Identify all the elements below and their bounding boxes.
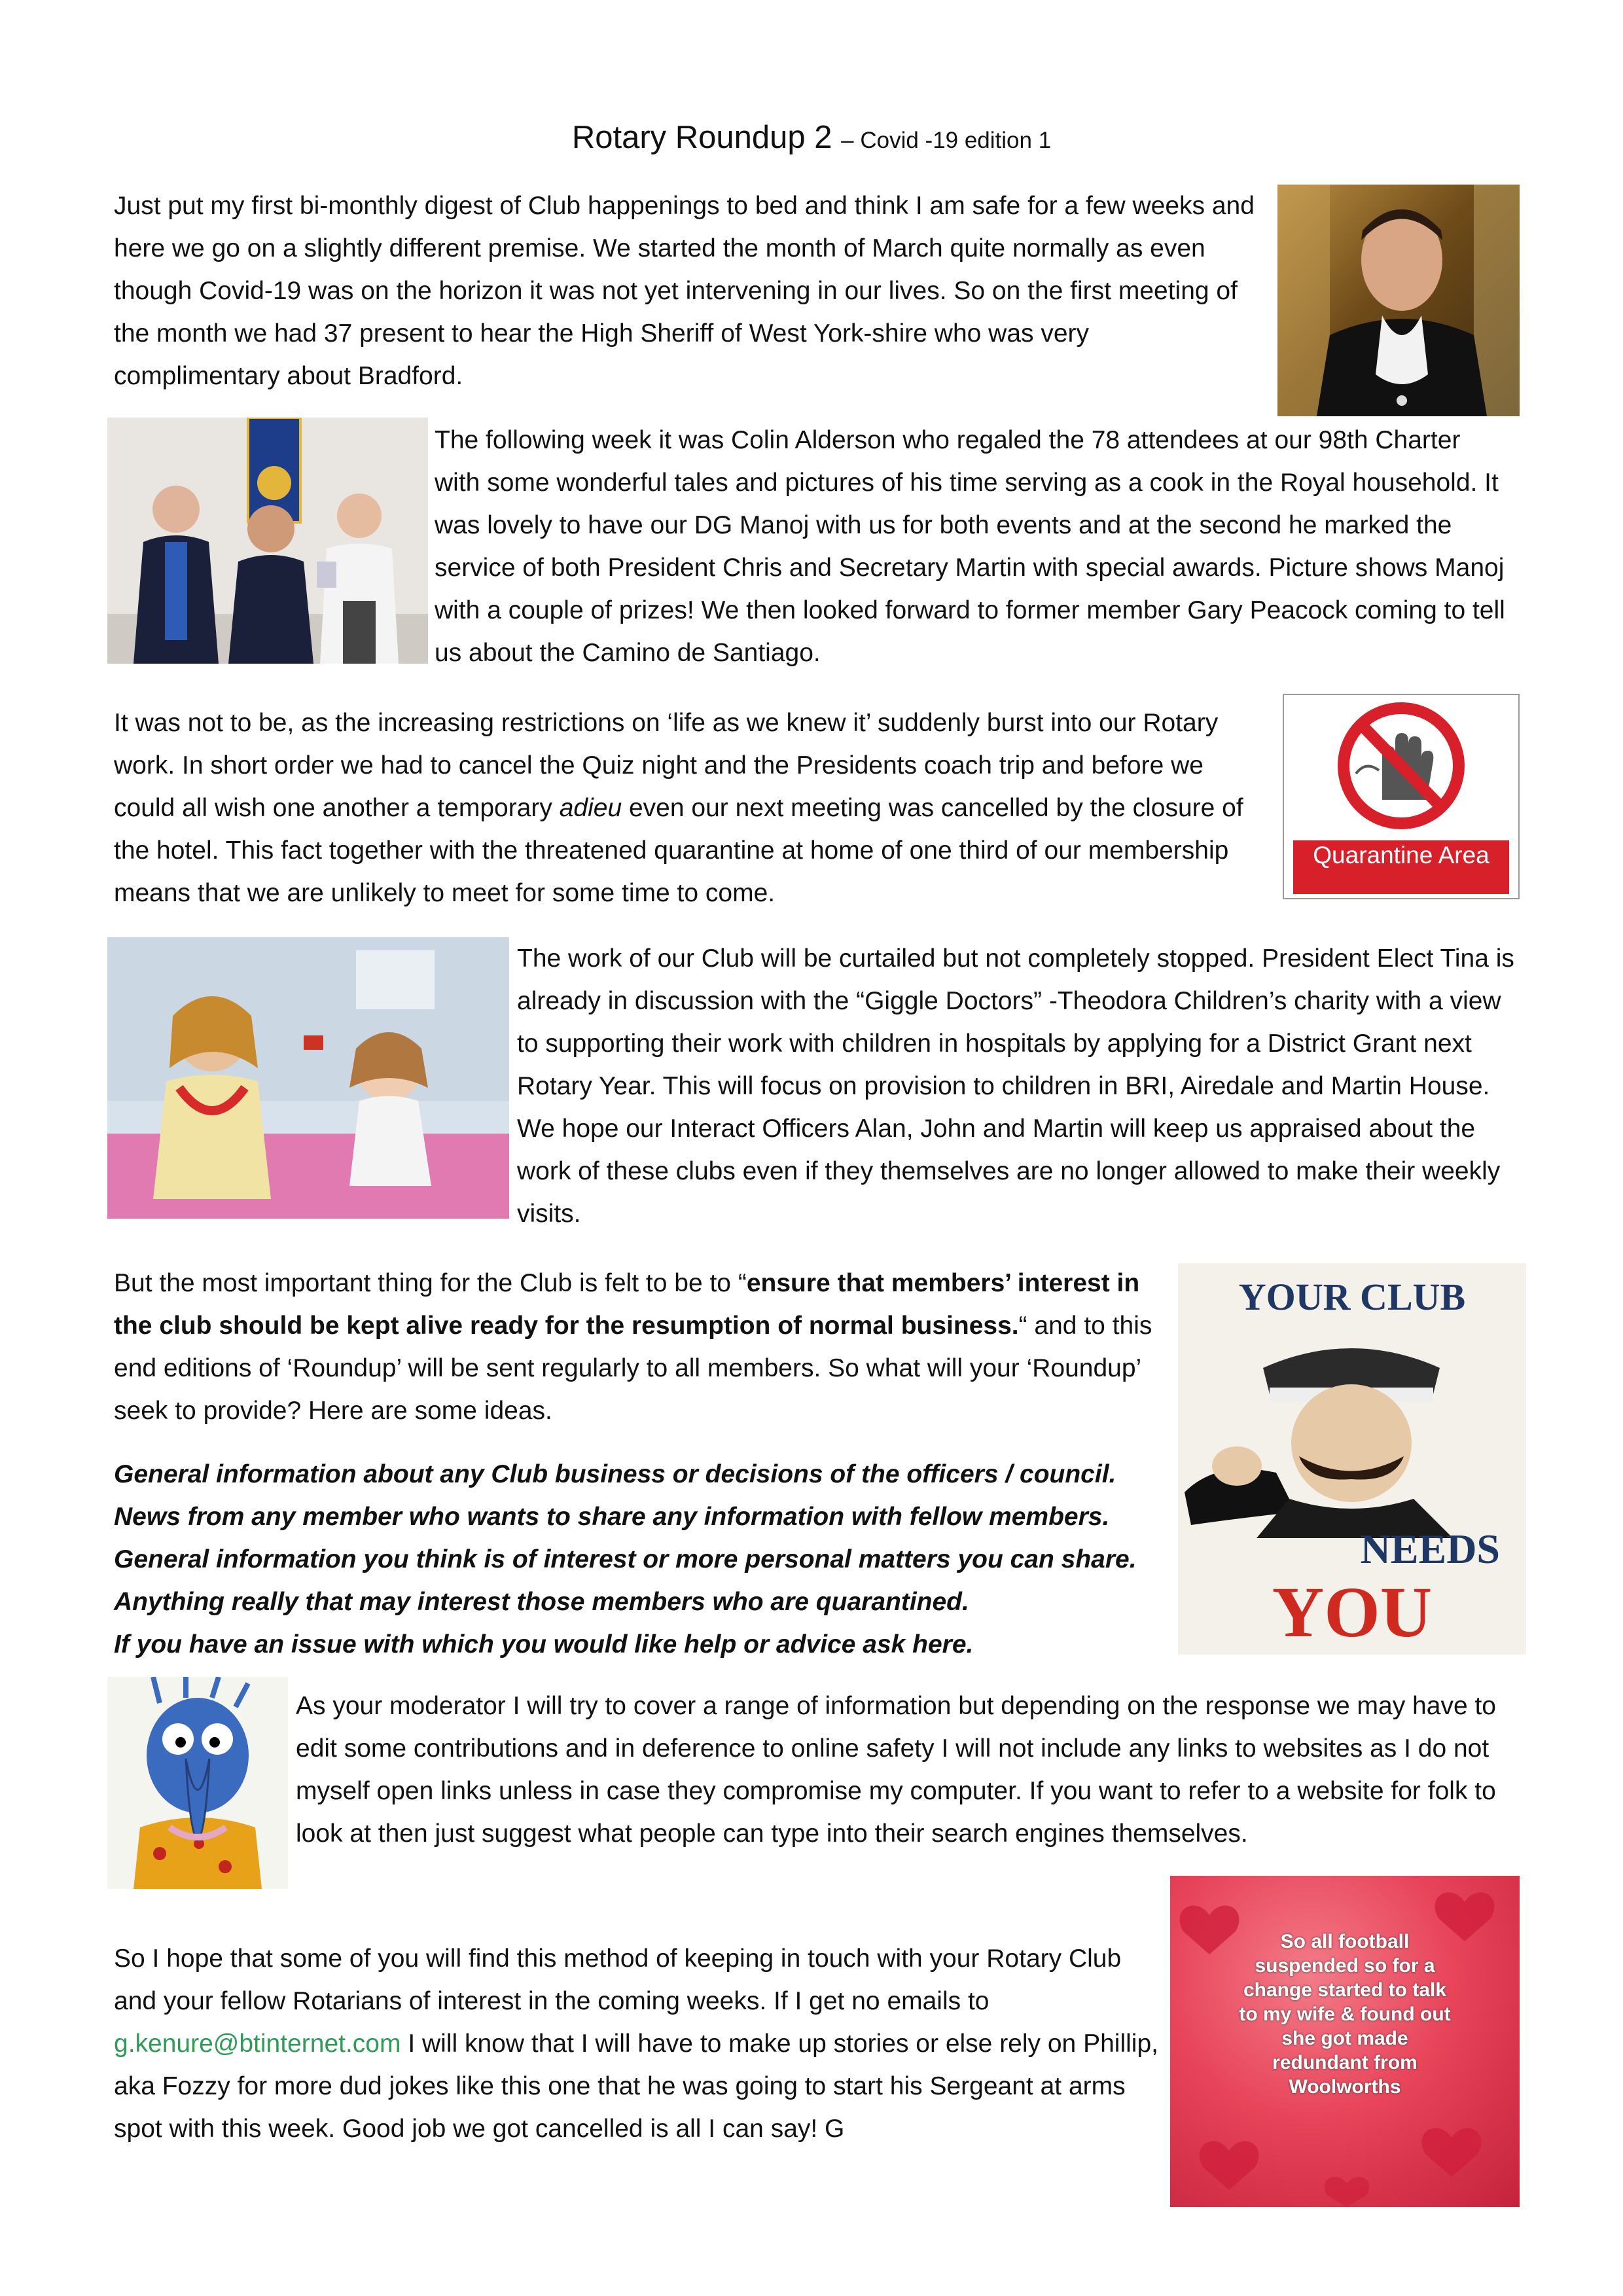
idea-item: If you have an issue with which you would like help or advice ask here. (114, 1630, 974, 1659)
title-sub: – Covid -19 edition 1 (841, 128, 1052, 153)
p5-text-a: But the most important thing for the Club is felt to be to “ (114, 1269, 747, 1297)
title-main: Rotary Roundup 2 (571, 120, 832, 155)
p5-text-b: “ and to this end editions of ‘Roundup’ will be sent regularly to all members. So what will your ‘Roundup’ seek to provide? Here are some ideas. (114, 1312, 1152, 1425)
ideas-list (114, 1453, 1200, 1666)
high-sheriff-photo (1277, 185, 1520, 416)
joke-line: suspended so for a (1255, 1955, 1435, 1977)
page-title (0, 119, 1623, 156)
poster-top-text: YOUR CLUB (1238, 1276, 1466, 1318)
joke-line: to my wife & found out (1239, 2003, 1451, 2025)
your-club-needs-you-poster (1178, 1263, 1526, 1655)
paragraph-giggle-doctors: The work of our Club will be curtailed but not completely stopped. President Elect Tina is already in discussion with the “Giggle Doctors” -Theodora Children’s charity with a view to supporting their work with children in hospitals by applying for a District Grant next Rotary Year. This will focus on provision to children in BRI, Airedale and Martin House. We hope our Interact Officers Alan, John and Martin will keep us appraised about the work of these clubs even if they themselves are no longer allowed to make their weekly visits. (517, 944, 1514, 1228)
p7-text-b: I will know that I will have to make up stories or else rely on Phillip, aka Fozzy for more dud jokes like this one that he was going to start his Sergeant at arms spot with this week. Good job we got cancelled is all I can say! G (114, 2030, 1158, 2143)
giggle-doctors-photo (107, 937, 509, 1219)
poster-mid-text: NEEDS (1360, 1526, 1500, 1572)
p3-text-b: even our next meeting was cancelled by the closure of the hotel. This fact together with the threatened quarantine at home of one third of our membership means that we are unlikely to meet for some time to come. (114, 794, 1243, 907)
p3-text-a: It was not to be, as the increasing restrictions on ‘life as we knew it’ suddenly burst into our Rotary work. In short order we had to cancel the Quiz night and the Presidents coach trip and before we could all wish one another a temporary (114, 709, 1219, 822)
paragraph-closing (114, 1937, 1161, 2150)
quarantine-area-label: Quarantine Area (1293, 840, 1509, 894)
email-link[interactable]: g.kenure@btinternet.com (114, 2030, 401, 2058)
p5-bold: ensure that members’ interest in the club should be kept alive ready for the resumption of normal business. (114, 1269, 1140, 1340)
paragraph-high-sheriff: Just put my first bi-monthly digest of Club happenings to bed and think I am safe for a few weeks and here we go on a slightly different premise. We started the month of March quite normally as even though Covid-19 was on the horizon it was not yet intervening in our lives. So on the first meeting of the month we had 37 present to hear the High Sheriff of West York-shire who was very complimentary about Bradford. (114, 192, 1255, 390)
paragraph-charter: The following week it was Colin Alderson who regaled the 78 attendees at our 98th Charter with some wonderful tales and pictures of his time serving as a cook in the Royal household. It was lovely to have our DG Manoj with us for both events and at the second he marked the service of both President Chris and Secretary Martin with special awards. Picture shows Manoj with a couple of prizes! We then looked forward to former member Gary Peacock coming to tell us about the Camino de Santiago. (435, 426, 1505, 667)
p7-text-a: So I hope that some of you will find this method of keeping in touch with your Rotary Club and your fellow Rotarians of interest in the coming weeks. If I get no emails to (114, 1945, 1122, 2015)
gonzo-muppet-photo (107, 1677, 288, 1889)
poster-bottom-text: YOU (1272, 1572, 1433, 1652)
idea-item: News from any member who wants to share any information with fellow members. (114, 1503, 1110, 1531)
quarantine-sign (1283, 694, 1520, 899)
idea-item: General information about any Club business or decisions of the officers / council. (114, 1460, 1116, 1488)
joke-line: redundant from (1272, 2052, 1418, 2073)
paragraph-restrictions (114, 702, 1266, 914)
paragraph-important (114, 1262, 1174, 1432)
p3-italic: adieu (559, 794, 622, 822)
awards-photo (107, 418, 428, 664)
joke-line: Woolworths (1289, 2076, 1401, 2098)
joke-line: she got made (1281, 2028, 1408, 2049)
football-joke-image (1170, 1876, 1520, 2207)
paragraph-moderator: As your moderator I will try to cover a range of information but depending on the response we may have to edit some contributions and in deference to online safety I will not include any links to websites as I do not myself open links unless in case they compromise my computer. If you want to refer to a website for folk to look at then just suggest what people can type into their search engines themselves. (296, 1692, 1496, 1848)
joke-line: So all football (1280, 1931, 1410, 1952)
idea-item: Anything really that may interest those members who are quarantined. (114, 1588, 969, 1616)
idea-item: General information you think is of interest or more personal matters you can share. (114, 1545, 1137, 1573)
no-entry-hand-icon (1284, 695, 1518, 833)
joke-line: change started to talk (1243, 1979, 1447, 2001)
